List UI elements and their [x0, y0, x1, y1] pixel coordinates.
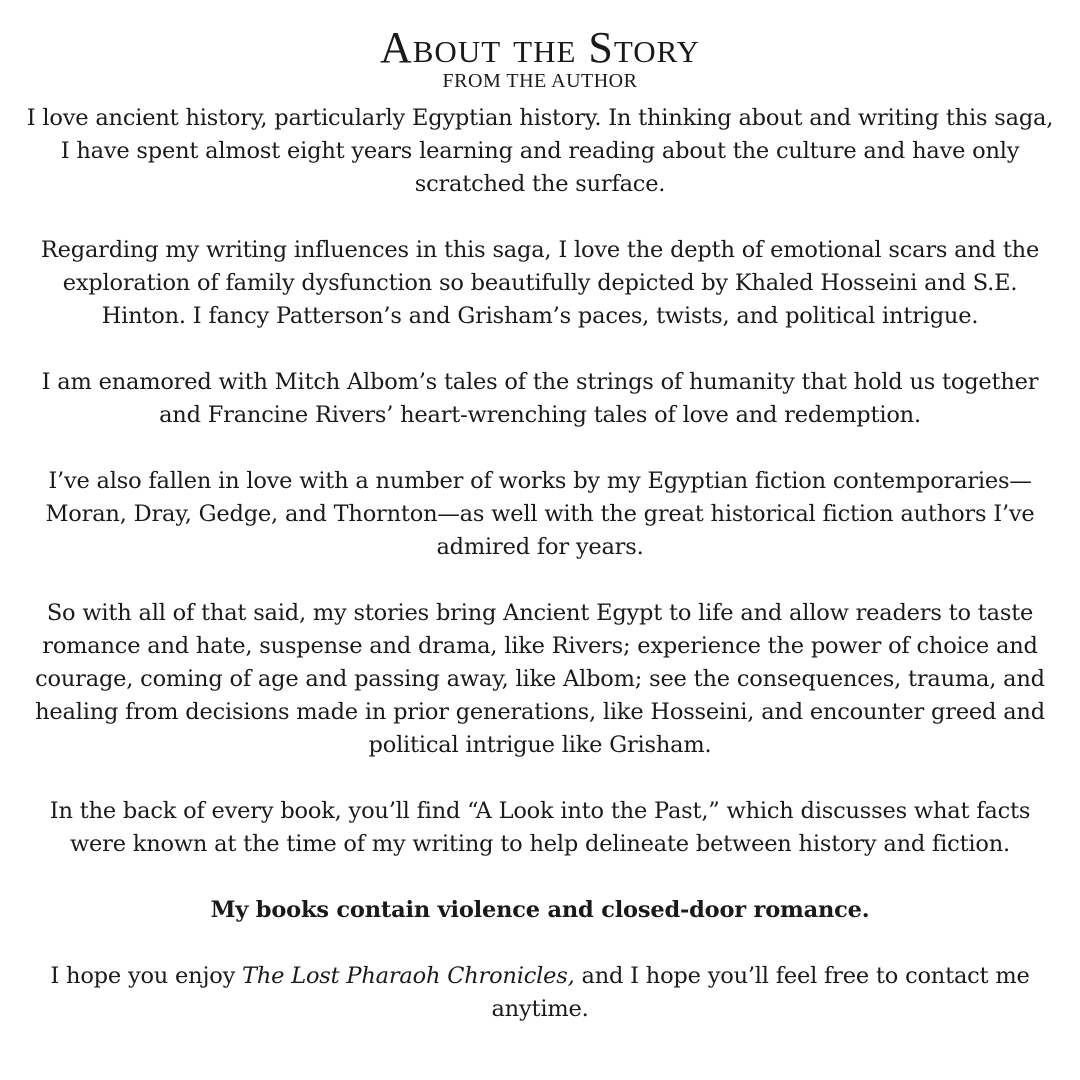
- closing-text-after: and I hope you’ll feel free to contact me anytime.: [491, 963, 1030, 1022]
- about-story-page: [26, 24, 1054, 1026]
- paragraph-ancient-history: I love ancient history, particularly Egyptian history. In thinking about and writing this saga, I have spent almost eight years learning and reading about the culture and have only scratched the surface.: [26, 105, 1054, 197]
- paragraph-albom-rivers: I am enamored with Mitch Albom’s tales of the strings of humanity that hold us together and Francine Rivers’ heart-wrenching tales of love and redemption.: [41, 369, 1039, 428]
- paragraph-contemporaries: I’ve also fallen in love with a number of works by my Egyptian fiction contemporaries—Moran, Dray, Gedge, and Thornton—as well with the great historical fiction authors I’ve admired for years.: [45, 468, 1035, 560]
- page-subtitle: FROM THE AUTHOR: [442, 70, 638, 92]
- page-title: About the Story: [379, 23, 700, 72]
- paragraph-writing-influences: Regarding my writing influences in this saga, I love the depth of emotional scars and the exploration of family dysfunction so beautifully depicted by Khaled Hosseini and S.E. Hinton. I fancy Patterson’s and Grisham’s paces, twists, and political intrigue.: [40, 237, 1040, 329]
- content-warning: My books contain violence and closed-door romance.: [210, 897, 870, 923]
- paragraph-look-into-past: In the back of every book, you’ll find “A Look into the Past,” which discusses what facts were known at the time of my writing to help delineate between history and fiction.: [49, 798, 1031, 857]
- closing-paragraph: [26, 960, 1054, 1026]
- series-title: The Lost Pharaoh Chronicles,: [242, 963, 575, 989]
- paragraph-stories-summary: So with all of that said, my stories bring Ancient Egypt to life and allow readers to taste romance and hate, suspense and drama, like Rivers; experience the power of choice and courage, coming of age and passing away, like Albom; see the consequences, trauma, and healing from decisions made in prior generations, like Hosseini, and encounter greed and political intrigue like Grisham.: [35, 600, 1045, 758]
- closing-text-before: I hope you enjoy: [50, 963, 243, 989]
